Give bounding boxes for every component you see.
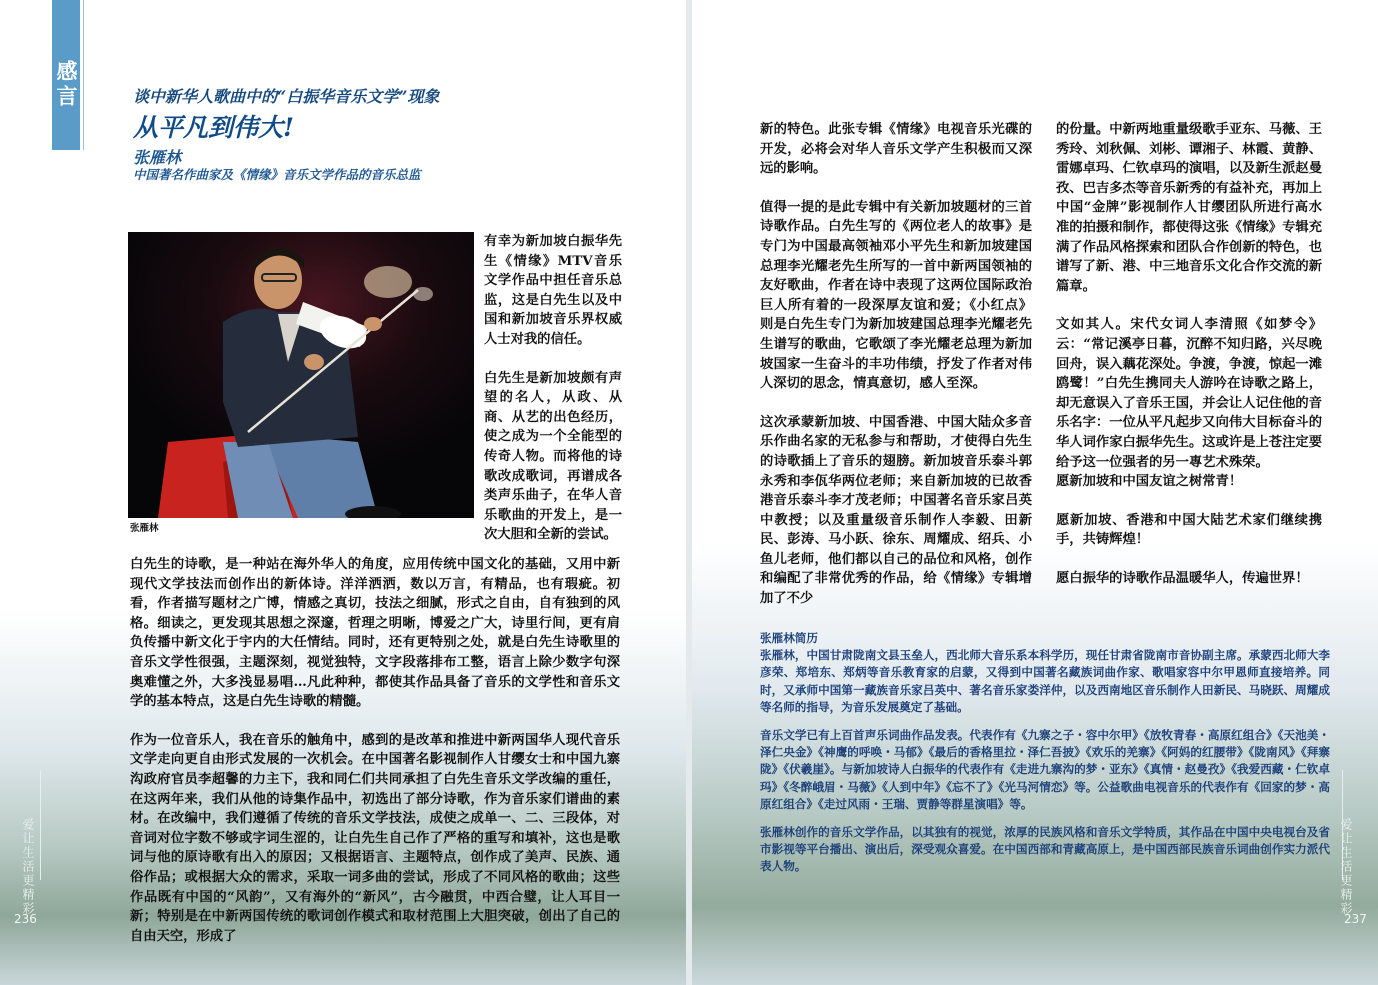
left-page	[0, 0, 686, 985]
page-number: 237	[1344, 912, 1367, 926]
author-photo	[128, 232, 474, 518]
violinist-photo-illustration	[128, 232, 474, 518]
closing-wish: 愿白振华的诗歌作品温暖华人，传遍世界！	[1056, 570, 1309, 586]
intro-paragraph: 有幸为新加坡白振华先生《情缘》MTV音乐文学作品中担任音乐总监，这是白先生以及中国和新加坡音乐界权威人士对我的信任。	[484, 234, 622, 347]
main-body-column	[130, 555, 620, 946]
closing-wish: 愿新加坡和中国友谊之树常青！	[1056, 474, 1243, 490]
right-column-1	[760, 120, 1032, 609]
bio-paragraph: 张雁林，中国甘肃陇南文县玉垒人，西北师大音乐系本科学历，现任甘肃省陇南市音协副主席。承蒙西北师大李彦荣、郑培东、郑炳等音乐教育家的启蒙，又得到中国著名藏族词曲作家、歌唱家容中尔甲恩师直接培养。同时，又承师中国第一藏族音乐家吕英中、著名音乐家娄洋仲，以及西南地区音乐制作人田新民、马晓跃、周耀成等名师的指导，为音乐发展奠定了基础。	[760, 648, 1330, 714]
bio-paragraph: 音乐文学已有上百首声乐词曲作品发表。代表作有《九寨之子・容中尔甲》《放牧青春・高原红组合》《天池美・泽仁央金》《神鹰的呼唤・马郁》《最后的香格里拉・泽仁吾披》《欢乐的羌寨》《阿妈的红腰带》《陇南风》《拜寨陇》《伏羲崖》。与新加坡诗人白振华的代表作有《走进九寨沟的梦・亚东》《真情・赵曼孜》《我爱西藏・仁钦卓玛》《冬醉峨眉・马薇》《人到中年》《忘不了》《光马河情恋》等。公益歌曲电视音乐的代表作有《回家的梦・高原红组合》《走过风雨・王瑞、贾静等群星演唱》等。	[760, 728, 1330, 811]
section-tab-label: 感言	[54, 60, 79, 110]
right-column-2	[1056, 120, 1322, 588]
article-subtitle: 谈中新华人歌曲中的“白振华音乐文学”现象	[133, 87, 440, 106]
author-bio	[760, 630, 1330, 876]
side-rule	[40, 770, 41, 880]
article-title: 从平凡到伟大!	[133, 113, 294, 142]
body-paragraph: 作为一位音乐人，我在音乐的触角中，感到的是改革和推进中新两国华人现代音乐文学走向更自由形式发展的一次机会。在中国著名影视制作人甘缨女士和中国九寨沟政府官员李超馨的力主下，我和同仁们共同承担了白先生音乐文学改编的重任，在这两年来，我们从他的诗集作品中，初选出了部分诗歌，作为音乐家们谱曲的素材。在改编中，我们遵循了传统的音乐文学技法，成使之成单一、二、三段体，对音词对位字数不够或字词生涩的，让白先生自己作了严格的重写和填补，这也是歌词与他的原诗歌有出入的原因；又根据语言、主题特点，创作成了美声、民族、通俗作品；或根据大众的需求，采取一词多曲的尝试，形成了不同风格的歌曲；这些作品既有中国的“风韵”，又有海外的“新风”，古今融贯，中西合璧，让人耳目一新；特别是在中新两国传统的歌词创作模式和取材范围上大胆突破，创出了自己的自由天空，形成了	[130, 732, 620, 944]
photo-caption: 张雁林	[130, 523, 159, 534]
bio-paragraph: 张雁林创作的音乐文学作品，以其独有的视觉，浓厚的民族风格和音乐文学特质，其作品在中国中央电视台及省市影视等平台播出、演出后，深受观众喜爱。在中国西部和青藏高原上，是中国西部民族音乐词曲创作实力派代表人物。	[760, 825, 1330, 874]
closing-wish: 愿新加坡、香港和中国大陆艺术家们继续携手，共铸辉煌！	[1056, 512, 1322, 548]
intro-column	[484, 232, 622, 545]
tab-rule	[83, 0, 84, 150]
side-label: 爱让生活更精彩	[21, 818, 35, 916]
page-number: 236	[14, 912, 37, 926]
body-paragraph: 这次承蒙新加坡、中国香港、中国大陆众多音乐作曲名家的无私参与和帮助，才使得白先生的诗歌插上了音乐的翅膀。新加坡音乐泰斗郭永秀和李佤华两位老师；来自新加坡的已故香港音乐泰斗李才茂老师；中国著名音乐家吕英中教授；以及重量级音乐制作人李毅、田新民、彭涛、马小跃、徐东、周耀成、绍兵、小鱼儿老师，他们都以自己的品位和风格，创作和编配了非常优秀的作品，给《情缘》专辑增加了不少	[760, 414, 1032, 607]
author-role: 中国著名作曲家及《情缘》音乐文学作品的音乐总监	[133, 167, 421, 182]
body-paragraph: 的份量。中新两地重量级歌手亚东、马薇、王秀玲、刘秋佩、刘彬、谭湘子、林霞、黄静、雷娜卓玛、仁钦卓玛的演唱，以及新生派赵曼孜、巴吉多杰等音乐新秀的有益补充，再加上中国“金牌”影视制作人甘缨团队所进行高水准的拍摄和制作，都使得这张《情缘》专辑充满了作品风格探索和团队合作创新的特色，也谱写了新、港、中三地音乐文化合作交流的新篇章。	[1056, 122, 1322, 294]
body-paragraph: 文如其人。宋代女词人李清照《如梦令》云：“常记溪亭日暮，沉醉不知归路，兴尽晚回舟，误入藕花深处。争渡，争渡，惊起一滩鸥鹭！”白先生携同夫人游吟在诗歌之路上，却无意误入了音乐王国，并会让人记住他的音乐名字：一位从平凡起步又向伟大目标奋斗的华人词作家白振华先生。这或许是上苍注定要给予这一位强者的另一專艺术殊荣。	[1056, 317, 1322, 470]
intro-paragraph: 白先生是新加坡颇有声望的名人，从政、从商、从艺的出色经历，使之成为一个全能型的传奇人物。而将他的诗歌改成歌词，再谱成各类声乐曲子，在华人音乐歌曲的开发上，是一次大胆和全新的尝试。	[484, 370, 622, 543]
side-label: 爱让生活更精彩	[1339, 818, 1353, 916]
author-name: 张雁林	[133, 148, 182, 167]
body-paragraph: 值得一提的是此专辑中有关新加坡题材的三首诗歌作品。白先生写的《两位老人的故事》是专门为中国最高领袖邓小平先生和新加坡建国总理李光耀老先生所写的一首中新两国领袖的友好歌曲，作者在诗中表现了这两位国际政治巨人所有着的一段深厚友谊和爱；《小红点》则是白先生专门为新加坡建国总理李光耀老先生谱写的歌曲，它歌颂了李光耀老总理为新加坡国家一生奋斗的丰功伟绩，抒发了作者对伟人深切的思念，情真意切，感人至深。	[760, 199, 1032, 392]
body-paragraph: 白先生的诗歌，是一种站在海外华人的角度，应用传统中国文化的基础，又用中新现代文学技法而创作出的新体诗。洋洋洒洒，数以万言，有精品，也有瑕疵。初看，作者描写题材之广博，情感之真切，技法之细腻，形式之自由，自有独到的风格。细读之，更发现其思想之深邃，哲理之明晰，博爱之广大，诗里行间，更有肩负传播中新文化于宇内的大任情结。同时，还有更特别之处，就是白先生诗歌里的音乐文学性很强，主题深刻，视觉独特，文字段落排布工整，语言上除少数字句深奥难懂之外，大多浅显易唱…凡此种种，都使其作品具备了音乐的文学性和音乐文学的基本特点，这是白先生诗歌的精髓。	[130, 557, 620, 710]
body-paragraph: 新的特色。此张专辑《情缘》电视音乐光碟的开发，必将会对华人音乐文学产生积极而又深远的影响。	[760, 122, 1032, 177]
bio-heading: 张雁林简历	[760, 631, 818, 645]
